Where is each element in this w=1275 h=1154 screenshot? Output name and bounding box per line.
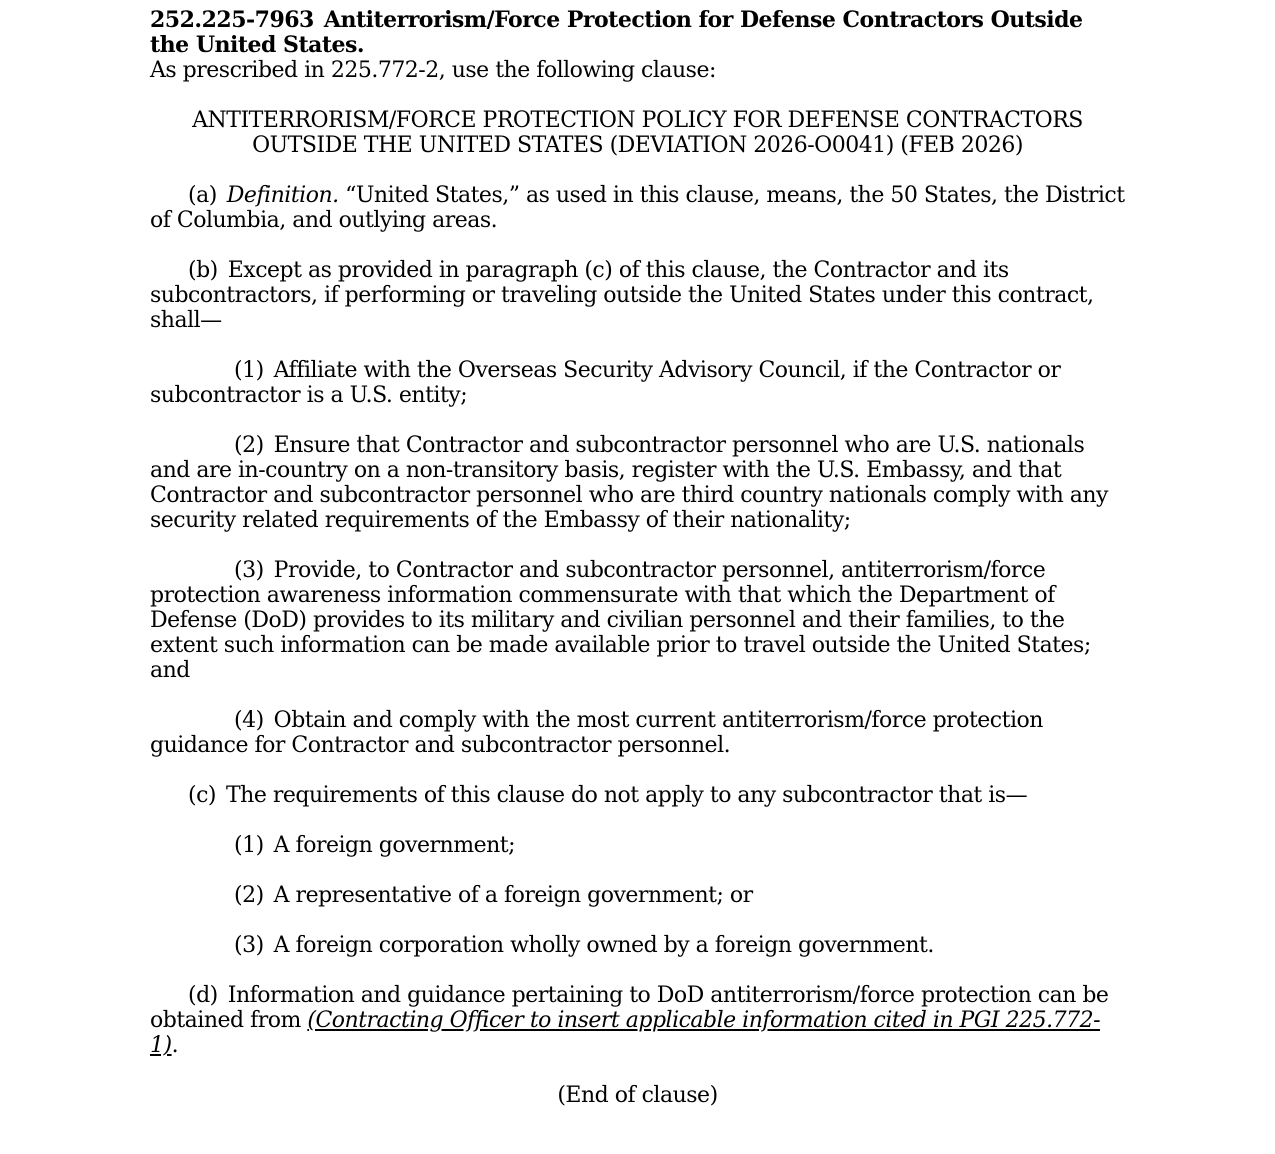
section-number: 252.225-7963 xyxy=(150,7,314,33)
paragraph-d-end: . xyxy=(171,1033,179,1058)
item-label: (1) xyxy=(234,833,264,858)
paragraph-b-label: (b) xyxy=(188,258,218,283)
contracting-officer-fill-in: (Contracting Officer to insert applicable information cited in PGI 225.772-1) xyxy=(150,1008,1101,1058)
item-label: (2) xyxy=(234,433,264,458)
section-heading xyxy=(150,8,1125,58)
item-text: A foreign government; xyxy=(273,833,516,858)
paragraph-c-2 xyxy=(150,883,1125,908)
item-label: (3) xyxy=(234,933,264,958)
paragraph-b xyxy=(150,258,1125,333)
item-text: Obtain and comply with the most current antiterrorism/force protection guidance for Contractor and subcontractor personnel. xyxy=(150,708,1043,758)
paragraph-b-4 xyxy=(150,708,1125,758)
definition-term: Definition. xyxy=(226,183,339,208)
item-label: (1) xyxy=(234,358,264,383)
paragraph-c-1 xyxy=(150,833,1125,858)
section-title: Antiterrorism/Force Protection for Defense Contractors Outside the United States. xyxy=(150,7,1083,58)
paragraph-c-text: The requirements of this clause do not apply to any subcontractor that is— xyxy=(226,783,1028,808)
item-label: (4) xyxy=(234,708,264,733)
paragraph-b-1 xyxy=(150,358,1125,408)
paragraph-c-3 xyxy=(150,933,1125,958)
item-text: A representative of a foreign government; or xyxy=(273,883,753,908)
paragraph-a-label: (a) xyxy=(188,183,217,208)
clause-document xyxy=(150,8,1125,1108)
item-text: Ensure that Contractor and subcontractor personnel who are U.S. nationals and are in-country on a non-transitory basis, register with the U.S. Embassy, and that Contractor and subcontractor personnel who are third country nationals comply with any security related requirements of the Embassy of their nationality; xyxy=(150,433,1108,533)
item-text: A foreign corporation wholly owned by a foreign government. xyxy=(273,933,934,958)
paragraph-c-label: (c) xyxy=(188,783,216,808)
paragraph-b-text: Except as provided in paragraph (c) of this clause, the Contractor and its subcontractors, if performing or traveling outside the United States under this contract, shall— xyxy=(150,258,1094,333)
paragraph-c xyxy=(150,783,1125,808)
item-label: (3) xyxy=(234,558,264,583)
paragraph-b-3 xyxy=(150,558,1125,683)
clause-title: ANTITERRORISM/FORCE PROTECTION POLICY FOR DEFENSE CONTRACTORS OUTSIDE THE UNITED STATES (DEVIATION 2026-O0041) (FEB 2026) xyxy=(192,108,1083,158)
item-text: Affiliate with the Overseas Security Advisory Council, if the Contractor or subcontractor is a U.S. entity; xyxy=(150,358,1061,408)
end-of-clause: (End of clause) xyxy=(557,1083,718,1108)
item-text: Provide, to Contractor and subcontractor personnel, antiterrorism/force protection awareness information commensurate with that which the Department of Defense (DoD) provides to its military and civilian personnel and their families, to the extent such information can be made available prior to travel outside the United States; and xyxy=(150,558,1091,683)
paragraph-d xyxy=(150,983,1125,1058)
paragraph-b-2 xyxy=(150,433,1125,533)
paragraph-d-label: (d) xyxy=(188,983,218,1008)
paragraph-a xyxy=(150,183,1125,233)
prescription-text: As prescribed in 225.772-2, use the following clause: xyxy=(150,58,716,83)
item-label: (2) xyxy=(234,883,264,908)
paragraph-d-text: Information and guidance pertaining to DoD antiterrorism/force protection can be obtained from xyxy=(150,983,1109,1033)
paragraph-a-text: “United States,” as used in this clause, means, the 50 States, the District of Columbia, and outlying areas. xyxy=(150,183,1125,233)
